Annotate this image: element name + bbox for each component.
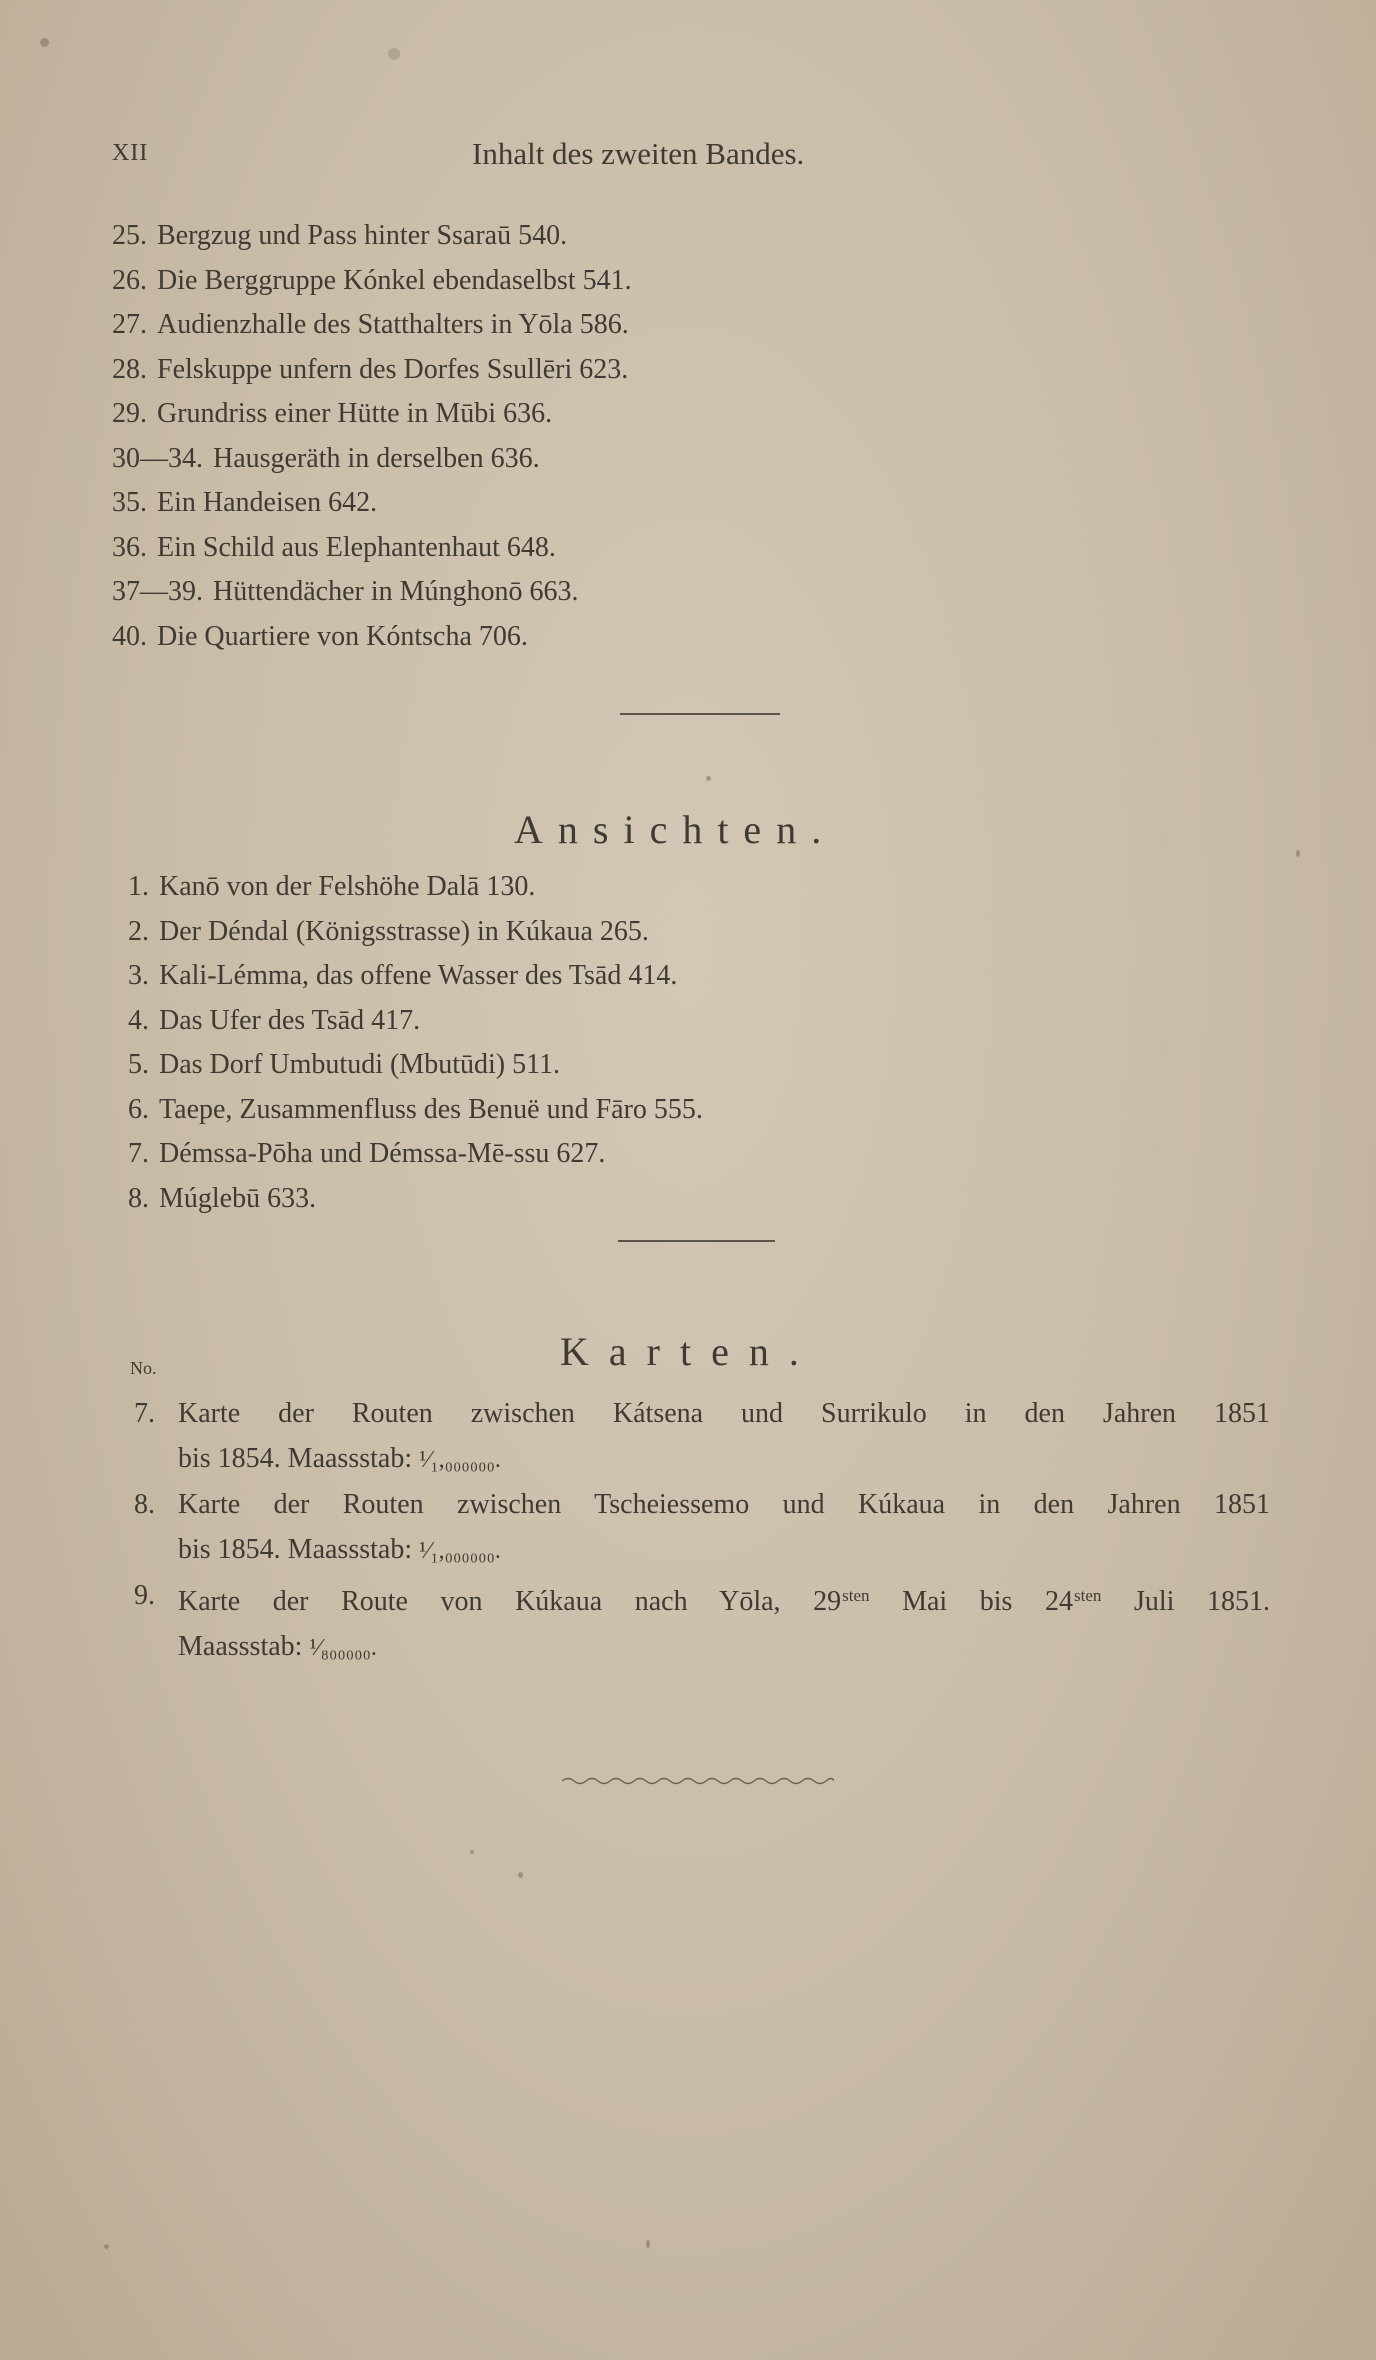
paper-speck xyxy=(1296,850,1300,857)
item-number: 7. xyxy=(134,1398,155,1429)
map-scale: ¹⁄₈₀₀₀₀₀. xyxy=(309,1634,377,1661)
list-item xyxy=(112,615,632,660)
item-text: Démssa-Pōha und Démssa-Mē-ssu 627. xyxy=(159,1138,606,1169)
list-item xyxy=(112,481,632,526)
page-title: Inhalt des zweiten Bandes. xyxy=(472,136,805,171)
item-text-continued xyxy=(178,1625,1288,1671)
item-number: 4. xyxy=(128,1004,149,1036)
item-text: bis 1854. Maassstab: xyxy=(178,1442,413,1474)
list-item xyxy=(128,954,703,999)
item-text: Kali-Lémma, das offene Wasser des Tsād 414. xyxy=(159,960,678,991)
item-number: 28. xyxy=(112,353,147,385)
item-text: Hausgeräth in derselben 636. xyxy=(213,442,540,474)
number-column-label: No. xyxy=(130,1358,157,1378)
item-text: Ein Schild aus Elephantenhaut 648. xyxy=(157,531,556,563)
paper-speck xyxy=(706,776,711,781)
list-item xyxy=(128,1177,703,1222)
section-divider xyxy=(620,713,780,715)
item-text: Grundriss einer Hütte in Mūbi 636. xyxy=(157,398,553,429)
item-text: bis 1854. Maassstab: xyxy=(178,1533,413,1565)
item-text: Múglebū 633. xyxy=(159,1182,317,1214)
list-item xyxy=(128,1088,703,1133)
item-number: 3. xyxy=(128,960,149,991)
item-number: 35. xyxy=(112,487,147,518)
list-item xyxy=(112,570,632,615)
list-item xyxy=(112,259,632,304)
paper-speck xyxy=(518,1872,523,1878)
list-item xyxy=(112,348,632,393)
item-number: 1. xyxy=(128,871,149,902)
section-divider xyxy=(618,1240,775,1242)
map-scale: ¹⁄₁,₀₀₀₀₀₀. xyxy=(419,1537,501,1564)
page-number: XII xyxy=(112,140,149,166)
section-heading-karten: Karten. xyxy=(560,1329,819,1374)
list-item xyxy=(128,910,703,955)
item-number: 27. xyxy=(112,309,147,340)
item-number: 26. xyxy=(112,264,147,296)
item-number: 36. xyxy=(112,531,147,563)
item-number: 9. xyxy=(134,1580,155,1611)
item-number: 29. xyxy=(112,398,147,429)
item-text: Die Quartiere von Kóntscha 706. xyxy=(157,620,528,652)
item-number: 8. xyxy=(128,1182,149,1214)
item-text: Audienzhalle des Statthalters in Yōla 586. xyxy=(157,309,629,340)
item-number: 2. xyxy=(128,915,149,947)
list-item xyxy=(128,1043,703,1088)
item-text: Karte der Routen zwischen Tscheiessemo und Kúkaua in den Jahren 1851 xyxy=(178,1489,1270,1520)
item-number: 37—39. xyxy=(112,576,203,607)
list-item xyxy=(128,865,703,910)
figure-list xyxy=(112,214,632,659)
paper-speck xyxy=(104,2244,109,2249)
item-number: 30—34. xyxy=(112,442,203,474)
list-item xyxy=(128,1392,1288,1482)
list-item xyxy=(112,214,632,259)
ordinal-suffix: sten xyxy=(1074,1586,1102,1605)
item-text: Felskuppe unfern des Dorfes Ssullēri 623. xyxy=(157,353,629,385)
item-text: Maassstab: xyxy=(178,1630,303,1662)
item-text: Kanō von der Felshöhe Dalā 130. xyxy=(159,871,536,902)
item-text: Taepe, Zusammenfluss des Benuë und Fāro 555. xyxy=(159,1093,703,1125)
list-item xyxy=(112,526,632,571)
running-head xyxy=(112,136,912,176)
list-item xyxy=(112,392,632,437)
item-text-continued xyxy=(178,1528,1288,1574)
paper-speck xyxy=(646,2240,650,2248)
list-item xyxy=(128,1574,1288,1670)
end-ornament xyxy=(562,1776,834,1786)
paper-speck xyxy=(470,1850,474,1854)
item-number: 6. xyxy=(128,1093,149,1125)
item-text: Karte der Routen zwischen Kátsena und Surrikulo in den Jahren 1851 xyxy=(178,1398,1270,1429)
list-item xyxy=(128,1132,703,1177)
item-text xyxy=(178,1574,1270,1625)
list-item xyxy=(128,999,703,1044)
views-list xyxy=(128,865,703,1221)
item-text: Juli 1851. xyxy=(1133,1586,1271,1617)
map-scale: ¹⁄₁,₀₀₀₀₀₀. xyxy=(419,1446,501,1473)
item-number: 8. xyxy=(134,1489,155,1520)
item-number: 25. xyxy=(112,220,147,251)
item-text: Karte der Route von Kúkaua nach Yōla, 29 xyxy=(178,1586,842,1617)
item-number: 7. xyxy=(128,1138,149,1169)
paper-speck xyxy=(388,48,400,60)
item-text: Mai bis 24 xyxy=(902,1586,1074,1617)
ordinal-suffix: sten xyxy=(842,1586,870,1605)
item-text: Das Dorf Umbutudi (Mbutūdi) 511. xyxy=(159,1049,561,1080)
list-item xyxy=(128,1483,1288,1573)
item-text: Hüttendächer in Múnghonō 663. xyxy=(213,576,579,607)
list-item xyxy=(112,437,632,482)
item-text: Der Déndal (Königsstrasse) in Kúkaua 265. xyxy=(159,915,649,947)
list-item xyxy=(112,303,632,348)
item-text: Ein Handeisen 642. xyxy=(157,487,378,518)
paper-speck xyxy=(40,38,49,47)
item-text: Bergzug und Pass hinter Ssaraū 540. xyxy=(157,220,568,251)
item-text: Das Ufer des Tsād 417. xyxy=(159,1004,421,1036)
item-text-continued xyxy=(178,1437,1288,1483)
item-text: Die Berggruppe Kónkel ebendaselbst 541. xyxy=(157,264,632,296)
item-number: 5. xyxy=(128,1049,149,1080)
item-number: 40. xyxy=(112,620,147,652)
section-heading-ansichten: Ansichten. xyxy=(514,807,837,852)
maps-list xyxy=(128,1392,1288,1671)
